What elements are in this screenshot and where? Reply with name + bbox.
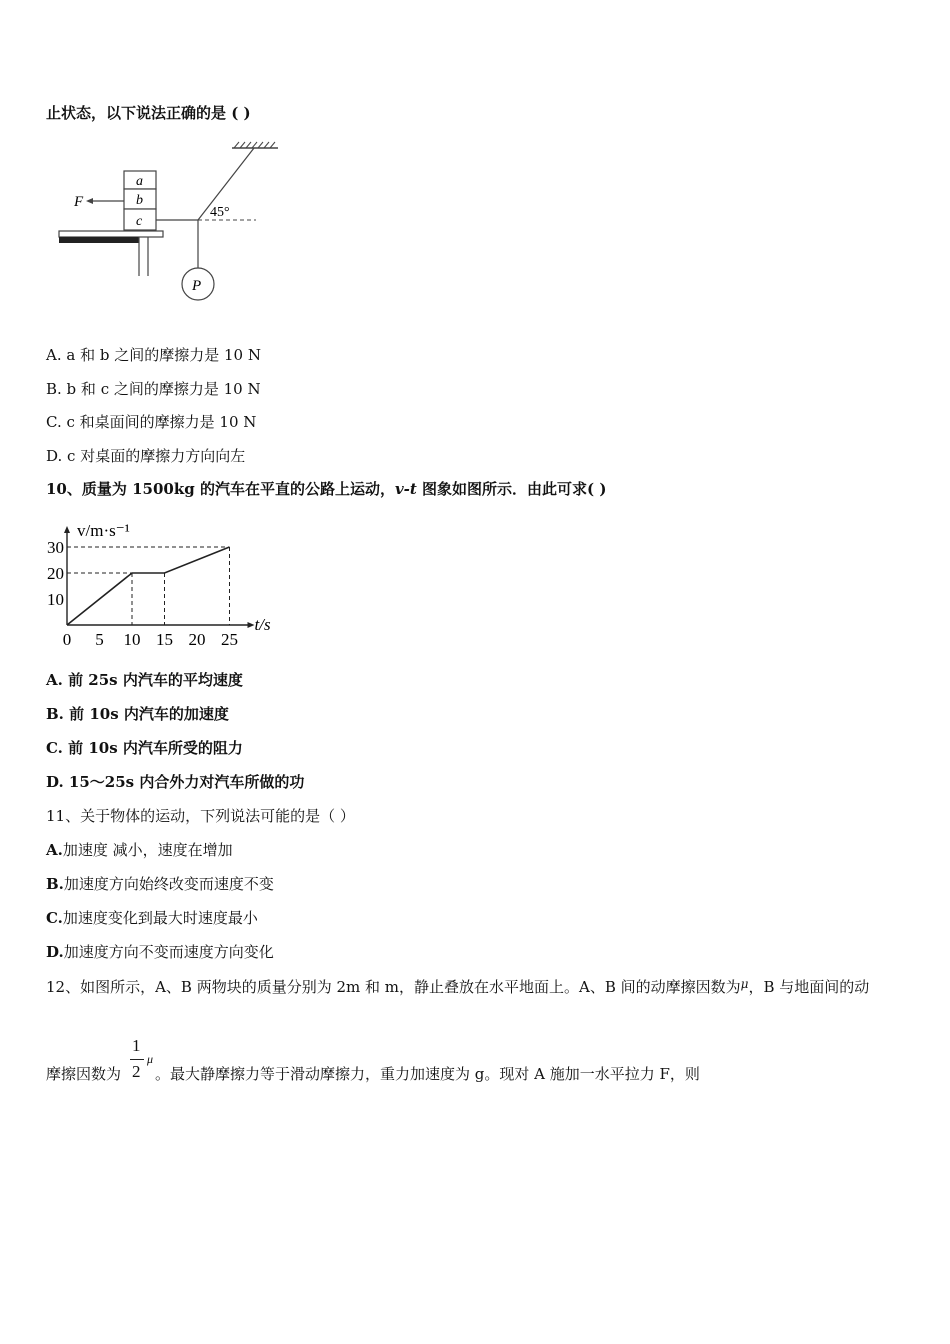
q11-option-a-letter: A. [46,841,63,859]
q9-stem-tail: 止状态，以下说法正确的是 ( ) [46,104,251,122]
q10-option-b: B. 前 10s 内汽车的加速度 [46,705,229,723]
y-tick-label: 30 [47,538,64,557]
q9-option-d: D. c 对桌面的摩擦力方向向左 [46,447,246,465]
fig-label-a: a [136,174,143,189]
q10-stem-suffix: 图象如图所示．由此可求( ) [416,480,607,498]
q10-option-d: D. 15～25s 内合外力对汽车所做的功 [46,773,305,791]
vt-chart [40,508,290,653]
q10-stem [46,478,606,499]
q11-option-a [46,839,233,860]
q11-option-b-text: 加速度方向始终改变而速度不变 [63,875,274,893]
fig-label-P: P [192,278,202,294]
fig-label-c: c [136,214,143,229]
q11-option-c-text: 加速度变化到最大时速度最小 [62,909,258,927]
q11-option-b-letter: B. [46,875,64,893]
q11-option-c-letter: C. [46,909,63,927]
y-axis-arrow [64,526,70,533]
q12-frac-denominator: 2 [132,1062,141,1081]
q9-option-a: A. a 和 b 之间的摩擦力是 10 N [46,346,261,364]
q12-frac-numerator: 1 [132,1036,141,1055]
y-tick-label: 10 [47,590,64,609]
q11-option-d-text: 加速度方向不变而速度方向变化 [63,943,274,961]
x-tick-label: 5 [95,630,104,649]
q12-line1-text: 12、如图所示，A、B 两物块的质量分别为 2m 和 m，静止叠放在水平地面上。A、B 间的动摩擦因数为 [46,978,741,996]
q12-mu-2: μ [147,1052,154,1066]
q12-line2 [46,1063,700,1084]
fig-label-F: F [74,194,84,210]
y-tick-label: 20 [47,564,64,583]
fig-label-angle: 45° [210,205,230,220]
q12-mu-1: μ [740,977,749,991]
q11-option-a-text: 加速度 减小，速度在增加 [62,841,233,859]
x-tick-label: 20 [188,630,206,649]
q9-option-b: B. b 和 c 之间的摩擦力是 10 N [46,380,261,398]
x-tick-label: 0 [62,630,72,649]
q11-stem: 11、关于物体的运动，下列说法可能的是（ ） [46,807,355,825]
q11-option-d [46,941,274,962]
q9-option-c: C. c 和桌面间的摩擦力是 10 N [46,413,257,431]
q11-option-c [46,907,258,928]
x-tick-label: 10 [123,630,141,649]
q10-option-a: A. 前 25s 内汽车的平均速度 [46,671,243,689]
fig-label-b: b [136,193,143,208]
q11-option-d-letter: D. [46,943,64,961]
x-axis-arrow [248,622,255,628]
q10-option-c: C. 前 10s 内汽车所受的阻力 [46,739,243,757]
q11-option-b [46,873,274,894]
q10-stem-vt: v-t [394,480,417,498]
q10-stem-prefix: 10、质量为 1500kg 的汽车在平直的公路上运动， [46,480,395,498]
q12-line2-b: 。最大静摩擦力等于滑动摩擦力，重力加速度为 g。现对 A 施加一水平拉力 F，则 [155,1065,700,1083]
y-axis-label: v/m·s⁻¹ [77,521,130,540]
q12-line1-tail: ，B 与地面间的动 [748,978,870,996]
q12-frac-bar [130,1059,144,1060]
series-line [67,547,230,625]
q12-line2-a: 摩擦因数为 [46,1065,122,1083]
q9-figure [56,138,286,308]
q12-line1 [46,976,869,997]
x-tick-label: 15 [156,630,173,649]
x-axis-label: t/s [254,615,271,634]
x-tick-label: 25 [221,630,238,649]
